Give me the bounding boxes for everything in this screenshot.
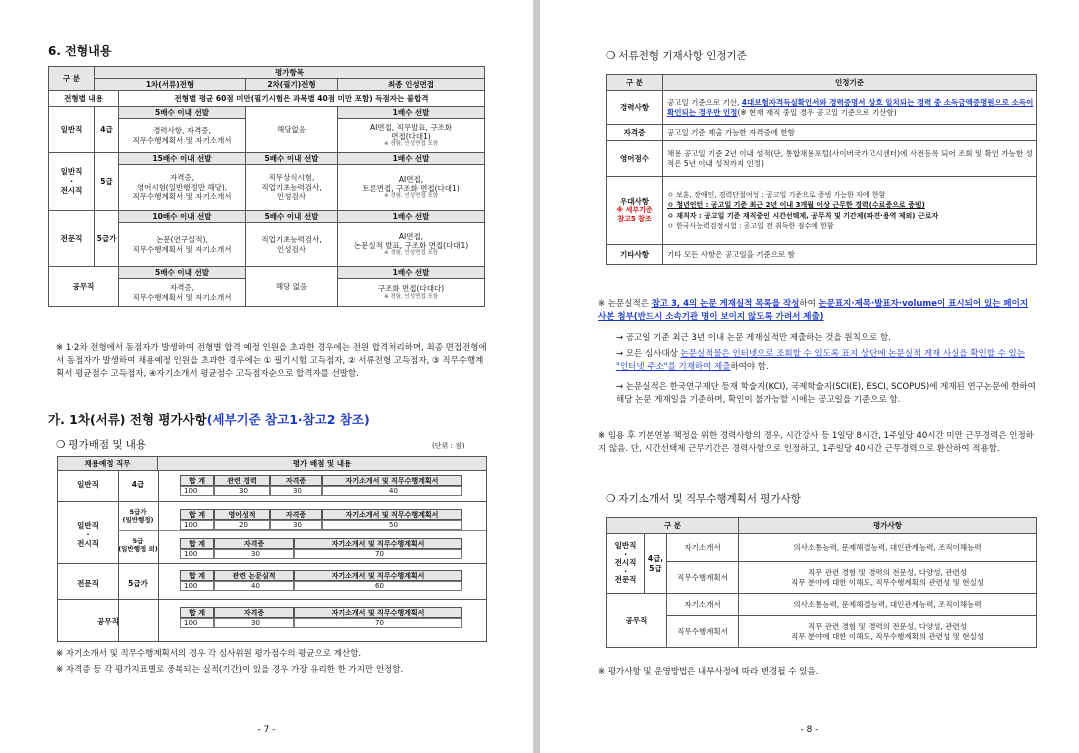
col-label: 자기소개서 및 직무수행계획서 [322, 475, 462, 486]
score-row [180, 570, 462, 581]
page-number: - 8 - [800, 725, 819, 735]
col-label: 자기소개서 및 직무수행계획서 [294, 607, 462, 618]
col-label: 자격증 [214, 538, 294, 549]
paper-note-d: 논문표지·제목·발표자·volume이 표시되어 있는 페이지 사본 첨부(반드시 소속기관 명이 보이지 않도록 가려서 제출) [598, 299, 1029, 323]
career-b: 4대보험자격득실확인서와 경력증명서 상호 일치되는 경력 중 소득금액증명원으로 소득이 확인되는 경우만 인정 [667, 98, 1034, 117]
career-a: 공고일 기준으로 기산, [667, 98, 742, 108]
col-label: 영어성적 [214, 509, 270, 520]
item-label: 자기소개서 [667, 594, 739, 616]
change-note: ※ 평가사항 및 운영방법은 내부사정에 따라 변경될 수 있음. [598, 667, 819, 677]
header-stage1: 1차(서류)전형 [95, 79, 246, 91]
score-values [180, 581, 462, 591]
page-8 [540, 0, 1079, 753]
col-label: 합 계 [180, 475, 214, 486]
item-value: 직무 관련 경험 및 경력의 전문성, 다양성, 관련성 직무 분야에 대한 이해도, 직무수행계획의 관련성 및 현실성 [739, 616, 1037, 648]
circle-bullet-icon: ❍ [606, 50, 616, 62]
license-criteria: 공고일 기준 제출 가능한 자격증에 한함 [663, 125, 1037, 141]
item-label: 직무수행계획서 [667, 562, 739, 594]
item-label: 직무수행계획서 [667, 616, 739, 648]
paper-note-b: 참고 3, 4의 논문 게재실적 목록을 작성 [651, 299, 800, 309]
category: 일반직 [49, 107, 95, 153]
value: 100 [180, 486, 214, 496]
score-values [180, 486, 462, 496]
select-count: 5배수 이내 선발 [246, 211, 338, 223]
pref-item: ㅇ 한국사능력검정시험 : 공고일 전 취득한 점수에 한함 [667, 222, 834, 230]
col-label: 합 계 [180, 607, 214, 618]
english-criteria: 채용 공고일 기준 2년 이내 성적(단, 통합채용포털(사이버국가고시센터)에 사전등록 되어 조회 및 확인 가능한 성적은 5년 이내 성적까지 인정) [663, 141, 1037, 177]
value: 70 [294, 618, 462, 628]
final-note: ※ 경험, 인성면접 포함 [383, 293, 439, 300]
value: 50 [322, 520, 462, 530]
select-count: 1배수 선발 [338, 107, 485, 119]
select-count: 5배수 이내 선발 [246, 153, 338, 165]
final-text: AI면접, 논문실적 발표, 구조화 면접(다대1) [353, 231, 469, 251]
header-stage2: 2차(필기)전형 [246, 79, 338, 91]
col-label: 합 계 [180, 570, 214, 581]
select-count: 1배수 선발 [338, 267, 485, 279]
category: 일반직 · 전시직 [77, 521, 99, 548]
stage2-cell: 해당 없음 [246, 267, 338, 307]
pref-item: ㅇ 재직자 : 공고일 기준 재직중인 시간선택제, 공무직 및 기간제(파견·용역 제외) 근로자 [667, 211, 939, 220]
paper-note-3c: 하여야 함. [730, 362, 769, 373]
scoring-heading [56, 437, 146, 452]
row-ref: ※ 세부기준 참고5 참조 [616, 206, 653, 224]
header-items: 평가항목 [95, 67, 485, 79]
score-row [180, 509, 462, 520]
paper-note-a: ※ 논문실적은 [598, 299, 652, 309]
select-count: 5배수 이내 선발 [119, 267, 246, 279]
category: 공무직 [49, 267, 119, 307]
etc-criteria: 기타 모든 사항은 공고일을 기준으로 함 [663, 245, 1037, 265]
paper-note-2: → 공고일 기준 최근 3년 이내 논문 게재실적만 제출하는 것을 원칙으로 함. [616, 333, 891, 343]
row-label: 우대사항 [620, 197, 649, 207]
stage1-cell: 자격증, 영어시험(일반행정만 해당), 직무수행계획서 및 자기소개서 [119, 165, 246, 211]
grade: 5급가 [128, 579, 148, 588]
average-note: ※ 자기소개서 및 직무수행계획서의 경우 각 심사위원 평가점수의 평균으로 계산함. [56, 649, 362, 659]
category: 일반직 · 전시직 · 전문직 [607, 534, 645, 594]
stage2-cell: 해당없음 [246, 107, 338, 153]
grade: 5급 [95, 153, 119, 211]
col-label: 자격증 [270, 475, 322, 486]
criteria-heading-text: 서류전형 기재사항 인정기준 [618, 50, 747, 62]
value: 100 [180, 581, 214, 591]
tie-break-note: ※ 1·2차 전형에서 동점자가 발생하여 전형별 합격 예정 인원을 초과한 경우에는 전원 합격처리하며, 최종 면접전형에서 동점자가 발생하여 채용예정 인원을 초과한 경우에는 ① 필기시험 고득점자, ② 서류전형 고득점자, ③ 직무수행계획서 평균점수 고득점자, ④자기소개서 평균점수 고득점자순으로 합격자를 선발함. [56, 343, 487, 380]
category: 전문직 [77, 579, 99, 588]
header-std: 인정기준 [663, 75, 1037, 91]
value: 100 [180, 520, 214, 530]
final-text: AI면접, 직무발표, 구조화 면접(다대1) [369, 122, 453, 142]
stage1-cell: 자격증, 직무수행계획서 및 자기소개서 [119, 279, 246, 307]
paper-note-4: → 논문실적은 한국연구재단 등재 학술지(KCI), 국제학술지(SCI(E), ESCI, SCOPUS)에 게재된 연구논문에 한하여 해당 논문 게재일을 기준하며, 확인이 불가능할 시에는 공고일을 기준으로 함. [616, 382, 1036, 406]
value: 30 [214, 486, 270, 496]
grade: 5급 (일반행정 외) [118, 537, 158, 553]
career-c: (※ 현재 재직 중일 경우 공고일 기준으로 기산함) [737, 107, 897, 117]
stage2-cell: 직무상식시험, 직업기초능력검사, 인성검사 [246, 165, 338, 211]
score-values [180, 520, 462, 530]
subsection-title-ref: (세부기준 참고1·참고2 참조) [206, 412, 370, 427]
value: 30 [214, 618, 294, 628]
grade: 4급 [95, 107, 119, 153]
item-label: 자기소개서 [667, 534, 739, 562]
value: 70 [294, 549, 462, 559]
paper-note [598, 298, 1038, 324]
header-gubun: 구 분 [607, 75, 663, 91]
stage1-cell: 논문(연구실적), 직무수행계획서 및 자기소개서 [119, 223, 246, 267]
select-count: 15배수 이내 선발 [119, 153, 246, 165]
grade: 5급가 [95, 211, 119, 267]
header-score: 평가 배점 및 내용 [158, 457, 486, 471]
paper-note-3a: → 모든 심사대상 [616, 349, 681, 359]
category: 공무직 [607, 594, 667, 648]
final-text: 구조화 면접(다대다) [377, 284, 445, 294]
final-cell [338, 119, 485, 153]
final-cell [338, 223, 485, 267]
grade: 5급가 (일반행정) [122, 508, 154, 524]
category: 공무직 [97, 617, 119, 626]
scoring-heading-text: 평가배점 및 내용 [68, 439, 147, 451]
col-label: 자기소개서 및 직무수행계획서 [294, 570, 462, 581]
header-gubun: 구 분 [607, 518, 739, 534]
value: 100 [180, 549, 214, 559]
col-label: 자기소개서 및 직무수행계획서 [294, 538, 462, 549]
value: 60 [294, 581, 462, 591]
scoring-table [57, 456, 487, 642]
duplicate-note: ※ 자격증 등 각 평가지표별로 중복되는 실적(기간)이 있을 경우 가장 유리한 한 가지만 인정함. [56, 665, 404, 675]
stage2-cell: 직업기초능력검사, 인성검사 [246, 223, 338, 267]
essay-eval-table [606, 517, 1037, 648]
value: 40 [214, 581, 294, 591]
select-count: 1배수 선발 [338, 153, 485, 165]
page-7 [0, 0, 533, 753]
header-job: 채용예정 직무 [58, 457, 158, 471]
subsection-title-main: 가. 1차(서류) 전형 평가사항 [48, 412, 207, 427]
select-count: 5배수 이내 선발 [119, 107, 246, 119]
select-count: 10배수 이내 선발 [119, 211, 246, 223]
score-values [180, 549, 462, 559]
page-number: - 7 - [257, 725, 276, 735]
pref-item: ㅇ 청년인턴 : 공고일 기준 최근 2년 이내 3개월 이상 근무한 경력(수료증으로 증빙) [667, 201, 925, 209]
circle-bullet-icon: ❍ [56, 439, 66, 451]
row-label: 전형별 내용 [49, 91, 119, 107]
final-cell [338, 279, 485, 307]
final-text: AI면접, 토론면접, 구조화 면접(다대1) [362, 174, 460, 194]
header-gubun: 구 분 [49, 67, 95, 91]
select-count: 1배수 선발 [338, 211, 485, 223]
score-row [180, 607, 462, 618]
grade: 4급, 5급 [645, 534, 667, 594]
value: 30 [270, 520, 322, 530]
score-row [180, 538, 462, 549]
value: 30 [214, 549, 294, 559]
header-items: 평가사항 [739, 518, 1037, 534]
item-value: 의사소통능력, 문제해결능력, 대인관계능력, 조직이해능력 [739, 534, 1037, 562]
item-value: 의사소통능력, 문제해결능력, 대인관계능력, 조직이해능력 [739, 594, 1037, 616]
paper-note-3b: 논문실적물은 인터넷으로 조회할 수 있도록 표지 상단에 논문실적 게재 사실을 확인할 수 있는 "인터넷 주소"를 기재하여 제출 [616, 349, 1025, 373]
value: 20 [214, 520, 270, 530]
category: 일반직 [77, 480, 99, 489]
section-title: 6. 전형내용 [48, 44, 112, 58]
value: 30 [270, 486, 322, 496]
row-text: 전형별 평균 60점 미만(필기시험은 과목별 40점 미만 포함) 득점자는 불합격 [119, 91, 485, 107]
col-label: 관련 논문실적 [214, 570, 294, 581]
row-label: 영어점수 [607, 141, 663, 177]
essay-heading [606, 491, 801, 506]
value: 40 [322, 486, 462, 496]
col-label: 자격증 [214, 607, 294, 618]
col-label: 자격증 [270, 509, 322, 520]
selection-stages-table [48, 66, 485, 307]
row-label: 기타사항 [607, 245, 663, 265]
circle-bullet-icon: ❍ [606, 493, 616, 505]
value: 100 [180, 618, 214, 628]
criteria-table [606, 74, 1037, 265]
row-label: 자격증 [607, 125, 663, 141]
unit-label: (단위 : 점) [432, 442, 465, 450]
col-label: 자기소개서 및 직무수행계획서 [322, 509, 462, 520]
career-criteria [663, 91, 1037, 125]
career-salary-note: ※ 임용 후 기본연봉 책정을 위한 경력사항의 경우, 시간강사 등 1일당 8시간, 1주일당 40시간 미만 근무경력은 인정하지 않음. 단, 시간선택제 근무기간은 경력사항으로 인정하고, 1주일당 40시간 근무경력으로 환산하여 적용함. [598, 431, 1034, 455]
grade: 4급 [131, 480, 145, 489]
score-values [180, 618, 462, 628]
score-row [180, 475, 462, 486]
row-label: 경력사항 [607, 91, 663, 125]
preference-criteria [663, 177, 1037, 245]
col-label: 관련 경력 [214, 475, 270, 486]
item-value: 직무 관련 경험 및 경력의 전문성, 다양성, 관련성 직무 분야에 대한 이해도, 직무수행계획의 관련성 및 현실성 [739, 562, 1037, 594]
essay-heading-text: 자기소개서 및 직무수행계획서 평가사항 [618, 493, 801, 505]
final-note: ※ 경험, 인성면접 포함 [383, 250, 439, 257]
category: 일반직 · 전시직 [49, 153, 95, 211]
category: 전문직 [49, 211, 95, 267]
paper-note-3 [616, 348, 1038, 374]
final-note: ※ 경험, 인성면접 포함 [383, 141, 439, 148]
stage1-cell: 경력사항, 자격증, 직무수행계획서 및 자기소개서 [119, 119, 246, 153]
col-label: 합 계 [180, 538, 214, 549]
col-label: 합 계 [180, 509, 214, 520]
preference-label-cell [607, 177, 663, 245]
header-final: 최종 인성면접 [338, 79, 485, 91]
paper-note-c: 하여 [799, 299, 819, 309]
subsection-title [48, 410, 370, 428]
criteria-heading [606, 48, 747, 63]
pref-item: ㅇ 보훈, 장애인, 경력단절여성 : 공고일 기준으로 증빙 가능한 자에 한함 [667, 190, 886, 199]
final-cell [338, 165, 485, 211]
final-note: ※ 경험, 인성면접 포함 [383, 193, 439, 200]
